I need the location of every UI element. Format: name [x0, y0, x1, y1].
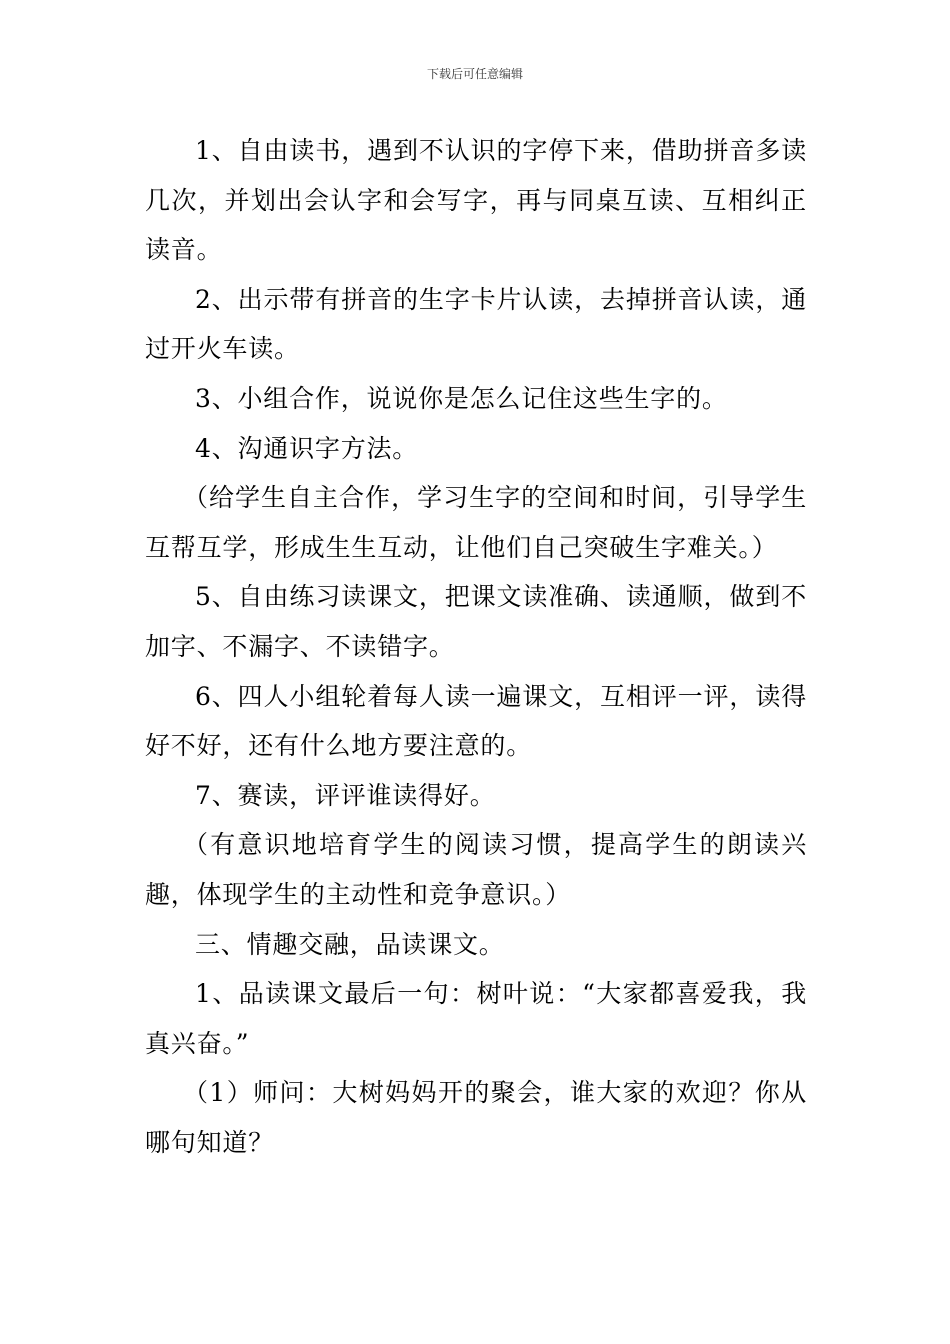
paragraph-step-3: 3、小组合作，说说你是怎么记住这些生字的。	[195, 383, 728, 413]
section-heading-3: 三、情趣交融，品读课文。	[195, 929, 505, 959]
paragraph-step-5: 5、自由练习读课文，把课文读准确、读通顺，做到不加字、不漏字、不读错字。	[145, 582, 807, 661]
paragraph-step-1: 1、自由读书，遇到不认识的字停下来，借助拼音多读几次，并划出会认字和会写字，再与同桌互读、互相纠正读音。	[145, 136, 807, 265]
paragraph-step-4: 4、沟通识字方法。	[195, 433, 419, 463]
paragraph-section3-step-1: 1、品读课文最后一句：树叶说：“大家都喜爱我，我真兴奋。”	[145, 979, 807, 1058]
paragraph-section3-question-1: （1）师问：大树妈妈开的聚会，谁大家的欢迎？你从哪句知道？	[145, 1078, 807, 1157]
document-body	[145, 126, 807, 1167]
page-header: 下载后可任意编辑	[426, 67, 523, 81]
paragraph-note-2: （有意识地培育学生的阅读习惯，提高学生的朗读兴趣，体现学生的主动性和竞争意识。）	[145, 830, 807, 909]
paragraph-step-7: 7、赛读，评评谁读得好。	[195, 780, 496, 810]
paragraph-step-2: 2、出示带有拼音的生字卡片认读，去掉拼音认读，通过开火车读。	[145, 284, 807, 364]
paragraph-step-6: 6、四人小组轮着每人读一遍课文，互相评一评，读得好不好，还有什么地方要注意的。	[145, 681, 807, 761]
paragraph-note-1: （给学生自主合作，学习生字的空间和时间，引导学生互帮互学，形成生生互动，让他们自己突破生字难关。）	[145, 483, 807, 562]
